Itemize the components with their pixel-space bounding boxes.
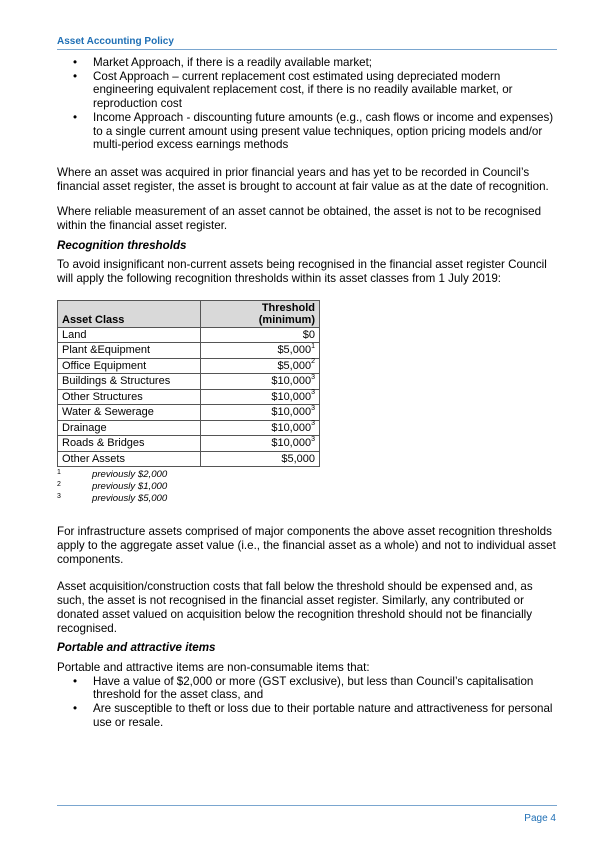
table-row <box>58 358 320 374</box>
bullet-icon: • <box>73 56 78 69</box>
portable-items-criteria-list <box>57 675 557 730</box>
asset-class-cell: Buildings & Structures <box>58 374 201 390</box>
section-heading-portable-items: Portable and attractive items <box>57 641 216 655</box>
footnote-reference: 3 <box>311 404 315 412</box>
paragraph-portable-intro: Portable and attractive items are non-consumable items that: <box>57 660 370 674</box>
table-row <box>58 389 320 405</box>
threshold-cell: $10,000$^3$ <box>201 436 320 452</box>
asset-class-cell: Water & Sewerage <box>58 405 201 421</box>
table-header-row <box>58 300 320 327</box>
page-number: Page 4 <box>524 813 556 824</box>
table-row <box>58 451 320 467</box>
asset-class-cell: Office Equipment <box>58 358 201 374</box>
footnote-reference: 2 <box>311 358 315 366</box>
asset-class-cell: Other Assets <box>58 451 201 467</box>
footnote: 1 previously $2,000 <box>57 469 168 481</box>
threshold-cell: $5,000$^2$ <box>201 358 320 374</box>
list-item: • Are susceptible to theft or loss due to their portable nature and attractiveness for personal use or resale. <box>73 702 553 729</box>
asset-class-cell: Plant &Equipment <box>58 343 201 359</box>
table-row <box>58 436 320 452</box>
footnote-reference: 3 <box>311 373 315 381</box>
document-header-title: Asset Accounting Policy <box>57 36 174 47</box>
footnote-reference: 3 <box>311 420 315 428</box>
table-row <box>58 343 320 359</box>
header-divider <box>57 49 557 50</box>
list-item: • Market Approach, if there is a readily available market; <box>73 56 373 69</box>
footnote-reference: 3 <box>311 389 315 397</box>
footer-divider <box>57 805 557 806</box>
list-item: • Have a value of $2,000 or more (GST exclusive), but less than Council’s capitalisation threshold for the asset class, and <box>73 674 534 702</box>
threshold-cell: $10,000$^3$ <box>201 420 320 436</box>
asset-class-cell: Other Structures <box>58 389 201 405</box>
bullet-icon: • <box>73 110 78 124</box>
list-item: • Income Approach - discounting future amounts (e.g., cash flows or income and expenses) to a single current amount using present value techniques, option pricing models and/or multi-period excess earnings methods <box>73 110 554 152</box>
paragraph-infrastructure-components: For infrastructure assets comprised of major components the above asset recognition thresholds apply to the aggregate asset value (i.e., the financial asset as a whole) and not to individual asset components. <box>57 525 556 566</box>
bullet-icon: • <box>73 674 78 688</box>
table-footnotes <box>57 469 557 505</box>
threshold-cell: $10,000$^3$ <box>201 389 320 405</box>
asset-class-cell: Roads & Bridges <box>58 436 201 452</box>
column-header-threshold: Threshold (minimum) <box>201 300 320 327</box>
valuation-approaches-list <box>57 56 557 152</box>
threshold-cell: $5,000$^1$ <box>201 343 320 359</box>
table-row <box>58 420 320 436</box>
table-row <box>58 405 320 421</box>
bullet-icon: • <box>73 702 78 716</box>
threshold-cell: $0 <box>201 327 320 343</box>
asset-class-cell: Land <box>58 327 201 343</box>
page-content <box>57 56 557 729</box>
bullet-icon: • <box>73 69 78 83</box>
threshold-cell: $10,000$^3$ <box>201 405 320 421</box>
recognition-thresholds-table <box>57 300 320 468</box>
footnote: 3 previously $5,000 <box>57 493 168 505</box>
footnote: 2 previously $1,000 <box>57 481 168 493</box>
paragraph-thresholds-intro: To avoid insignificant non-current assets being recognised in the financial asset register Council will apply the following recognition thresholds within its asset classes from 1 July 2019: <box>57 258 547 286</box>
paragraph-prior-year-assets: Where an asset was acquired in prior financial years and has yet to be recorded in Council’s financial asset register, the asset is brought to account at fair value as at the date of recognition. <box>57 165 549 193</box>
section-heading-recognition-thresholds: Recognition thresholds <box>57 238 187 252</box>
footnote-reference: 3 <box>311 435 315 443</box>
threshold-cell: $5,000 <box>201 451 320 467</box>
asset-class-cell: Drainage <box>58 420 201 436</box>
table-row <box>58 374 320 390</box>
paragraph-below-threshold: Asset acquisition/construction costs that fall below the threshold should be expensed and, as such, the asset is not recognised in the financial asset register. Similarly, any contributed or donated asset valued on acquisition below the recognition threshold should not be financially recognised. <box>57 580 533 635</box>
threshold-cell: $10,000$^3$ <box>201 374 320 390</box>
list-item: • Cost Approach – current replacement cost estimated using depreciated modern engineering equivalent replacement cost, if there is no readily available market, or reproduction cost <box>73 69 513 111</box>
table-row <box>58 327 320 343</box>
column-header-asset-class: Asset Class <box>58 300 201 327</box>
footnote-reference: 1 <box>311 342 315 350</box>
paragraph-reliable-measurement: Where reliable measurement of an asset cannot be obtained, the asset is not to be recognised within the financial asset register. <box>57 205 542 233</box>
